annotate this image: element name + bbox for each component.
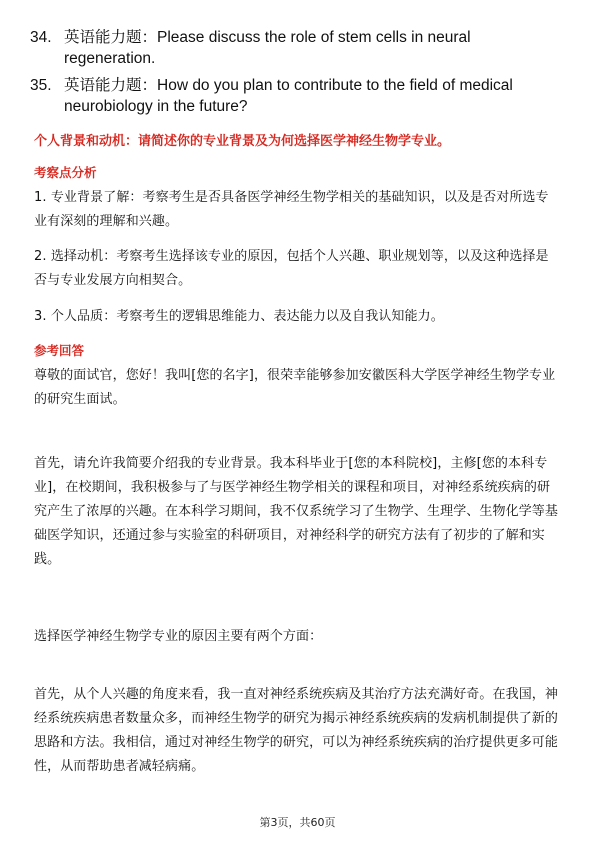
answer-heading: 参考回答 — [34, 343, 85, 358]
page-footer: 第3页，共60页 — [259, 816, 336, 829]
question-text: 英语能力题：How do you plan to contribute to the field of medical neurobiology in the future? — [64, 77, 513, 115]
section-prompt: 个人背景和动机：请简述你的专业背景及为何选择医学神经生物学专业。 — [34, 134, 451, 149]
analysis-item: 3. 个人品质：考察考生的逻辑思维能力、表达能力以及自我认知能力。 — [34, 309, 444, 324]
answer-paragraph: 尊敬的面试官，您好！我叫[您的名字]，很荣幸能够参加安徽医科大学医学神经生物学专业的研究生面试。 — [34, 368, 556, 407]
question-number: 35. — [30, 77, 52, 94]
question-list — [30, 27, 550, 123]
question-item — [30, 75, 550, 117]
answer-paragraph: 首先，从个人兴趣的角度来看，我一直对神经系统疾病及其治疗方法充满好奇。在我国，神经系统疾病患者数量众多，而神经生物学的研究为揭示神经系统疾病的发病机制提供了新的思路和方法。我相信，通过对神经生物学的研究，可以为神经系统疾病的治疗提供更多可能性，从而帮助患者减轻病痛。 — [34, 687, 559, 774]
analysis-heading: 考察点分析 — [34, 165, 97, 180]
analysis-item: 2. 选择动机：考察考生选择该专业的原因，包括个人兴趣、职业规划等，以及这种选择是否与专业发展方向相契合。 — [34, 249, 549, 288]
question-number: 34. — [30, 29, 52, 46]
answer-paragraph: 选择医学神经生物学专业的原因主要有两个方面： — [34, 629, 323, 644]
question-text: 英语能力题：Please discuss the role of stem cells in neural regeneration. — [64, 29, 471, 67]
analysis-item: 1. 专业背景了解：考察考生是否具备医学神经生物学相关的基础知识，以及是否对所选专业有深刻的理解和兴趣。 — [34, 190, 549, 229]
question-item — [30, 27, 550, 69]
answer-paragraph: 首先，请允许我简要介绍我的专业背景。我本科毕业于[您的本科院校]，主修[您的本科专业]，在校期间，我积极参与了与医学神经生物学相关的课程和项目，对神经系统疾病的研究产生了浓厚的兴趣。在本科学习期间，我不仅系统学习了生物学、生理学、生物化学等基础医学知识，还通过参与实验室的科研项目，对神经科学的研究方法有了初步的了解和实践。 — [34, 456, 559, 567]
